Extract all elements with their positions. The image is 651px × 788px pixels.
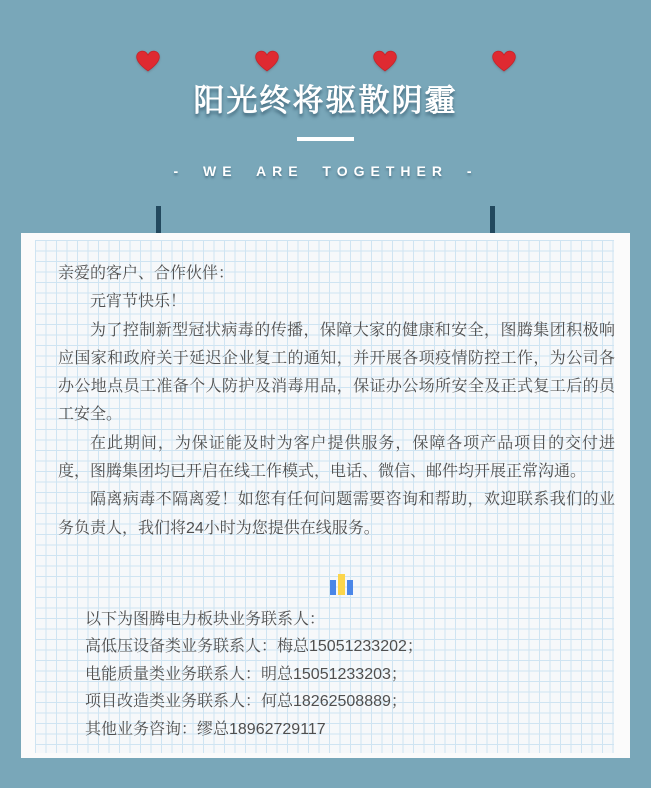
contacts-heading: 以下为图腾电力板块业务联系人： xyxy=(85,610,326,628)
letter-card xyxy=(21,233,630,758)
contacts-block xyxy=(85,606,615,744)
paragraph: 在此期间，为保证能及时为客户提供服务，保障各项产品项目的交付进度，图腾集团均已开启在线工作模式，电话、微信、邮件均开展正常沟通。 xyxy=(58,434,615,481)
bar-chart-bar-yellow xyxy=(338,574,345,595)
heart-icon xyxy=(136,50,160,72)
hanger-tab-right xyxy=(490,206,495,234)
contact-line: 项目改造类业务联系人：何总18262508889； xyxy=(85,693,407,711)
paragraph: 为了控制新型冠状病毒的传播，保障大家的健康和安全，图腾集团积极响应国家和政府关于延迟企业复工的通知，并开展各项疫情防控工作，为公司各办公地点员工准备个人防护及消毒用品，保证办公场所安全及正式复工后的员工安全。 xyxy=(58,321,615,424)
hearts-row xyxy=(0,50,651,72)
page-subtitle: - WE ARE TOGETHER - xyxy=(173,163,478,179)
heart-icon xyxy=(255,50,279,72)
bar-chart-bar-blue xyxy=(347,580,353,595)
contact-line: 电能质量类业务联系人：明总15051233203； xyxy=(85,665,407,683)
heart-icon xyxy=(373,50,397,72)
greeting: 元宵节快乐！ xyxy=(90,293,187,311)
paragraph: 隔离病毒不隔离爱！如您有任何问题需要咨询和帮助，欢迎联系我们的业务负责人，我们将24小时为您提供在线服务。 xyxy=(58,491,615,537)
heart-icon xyxy=(492,50,516,72)
page-title: 阳光终将驱散阴霾 xyxy=(193,83,458,118)
salutation: 亲爱的客户、合作伙伴： xyxy=(58,265,235,282)
contact-line: 高低压设备类业务联系人：梅总15051233202； xyxy=(85,638,423,656)
hanger-tab-left xyxy=(156,206,161,234)
grid-paper xyxy=(35,240,614,753)
contact-line: 其他业务咨询：缪总18962729117 xyxy=(85,720,326,738)
title-divider xyxy=(297,137,354,141)
bar-chart-icon xyxy=(58,573,615,595)
bar-chart-bar-blue xyxy=(330,580,336,595)
letter-body xyxy=(58,260,615,743)
